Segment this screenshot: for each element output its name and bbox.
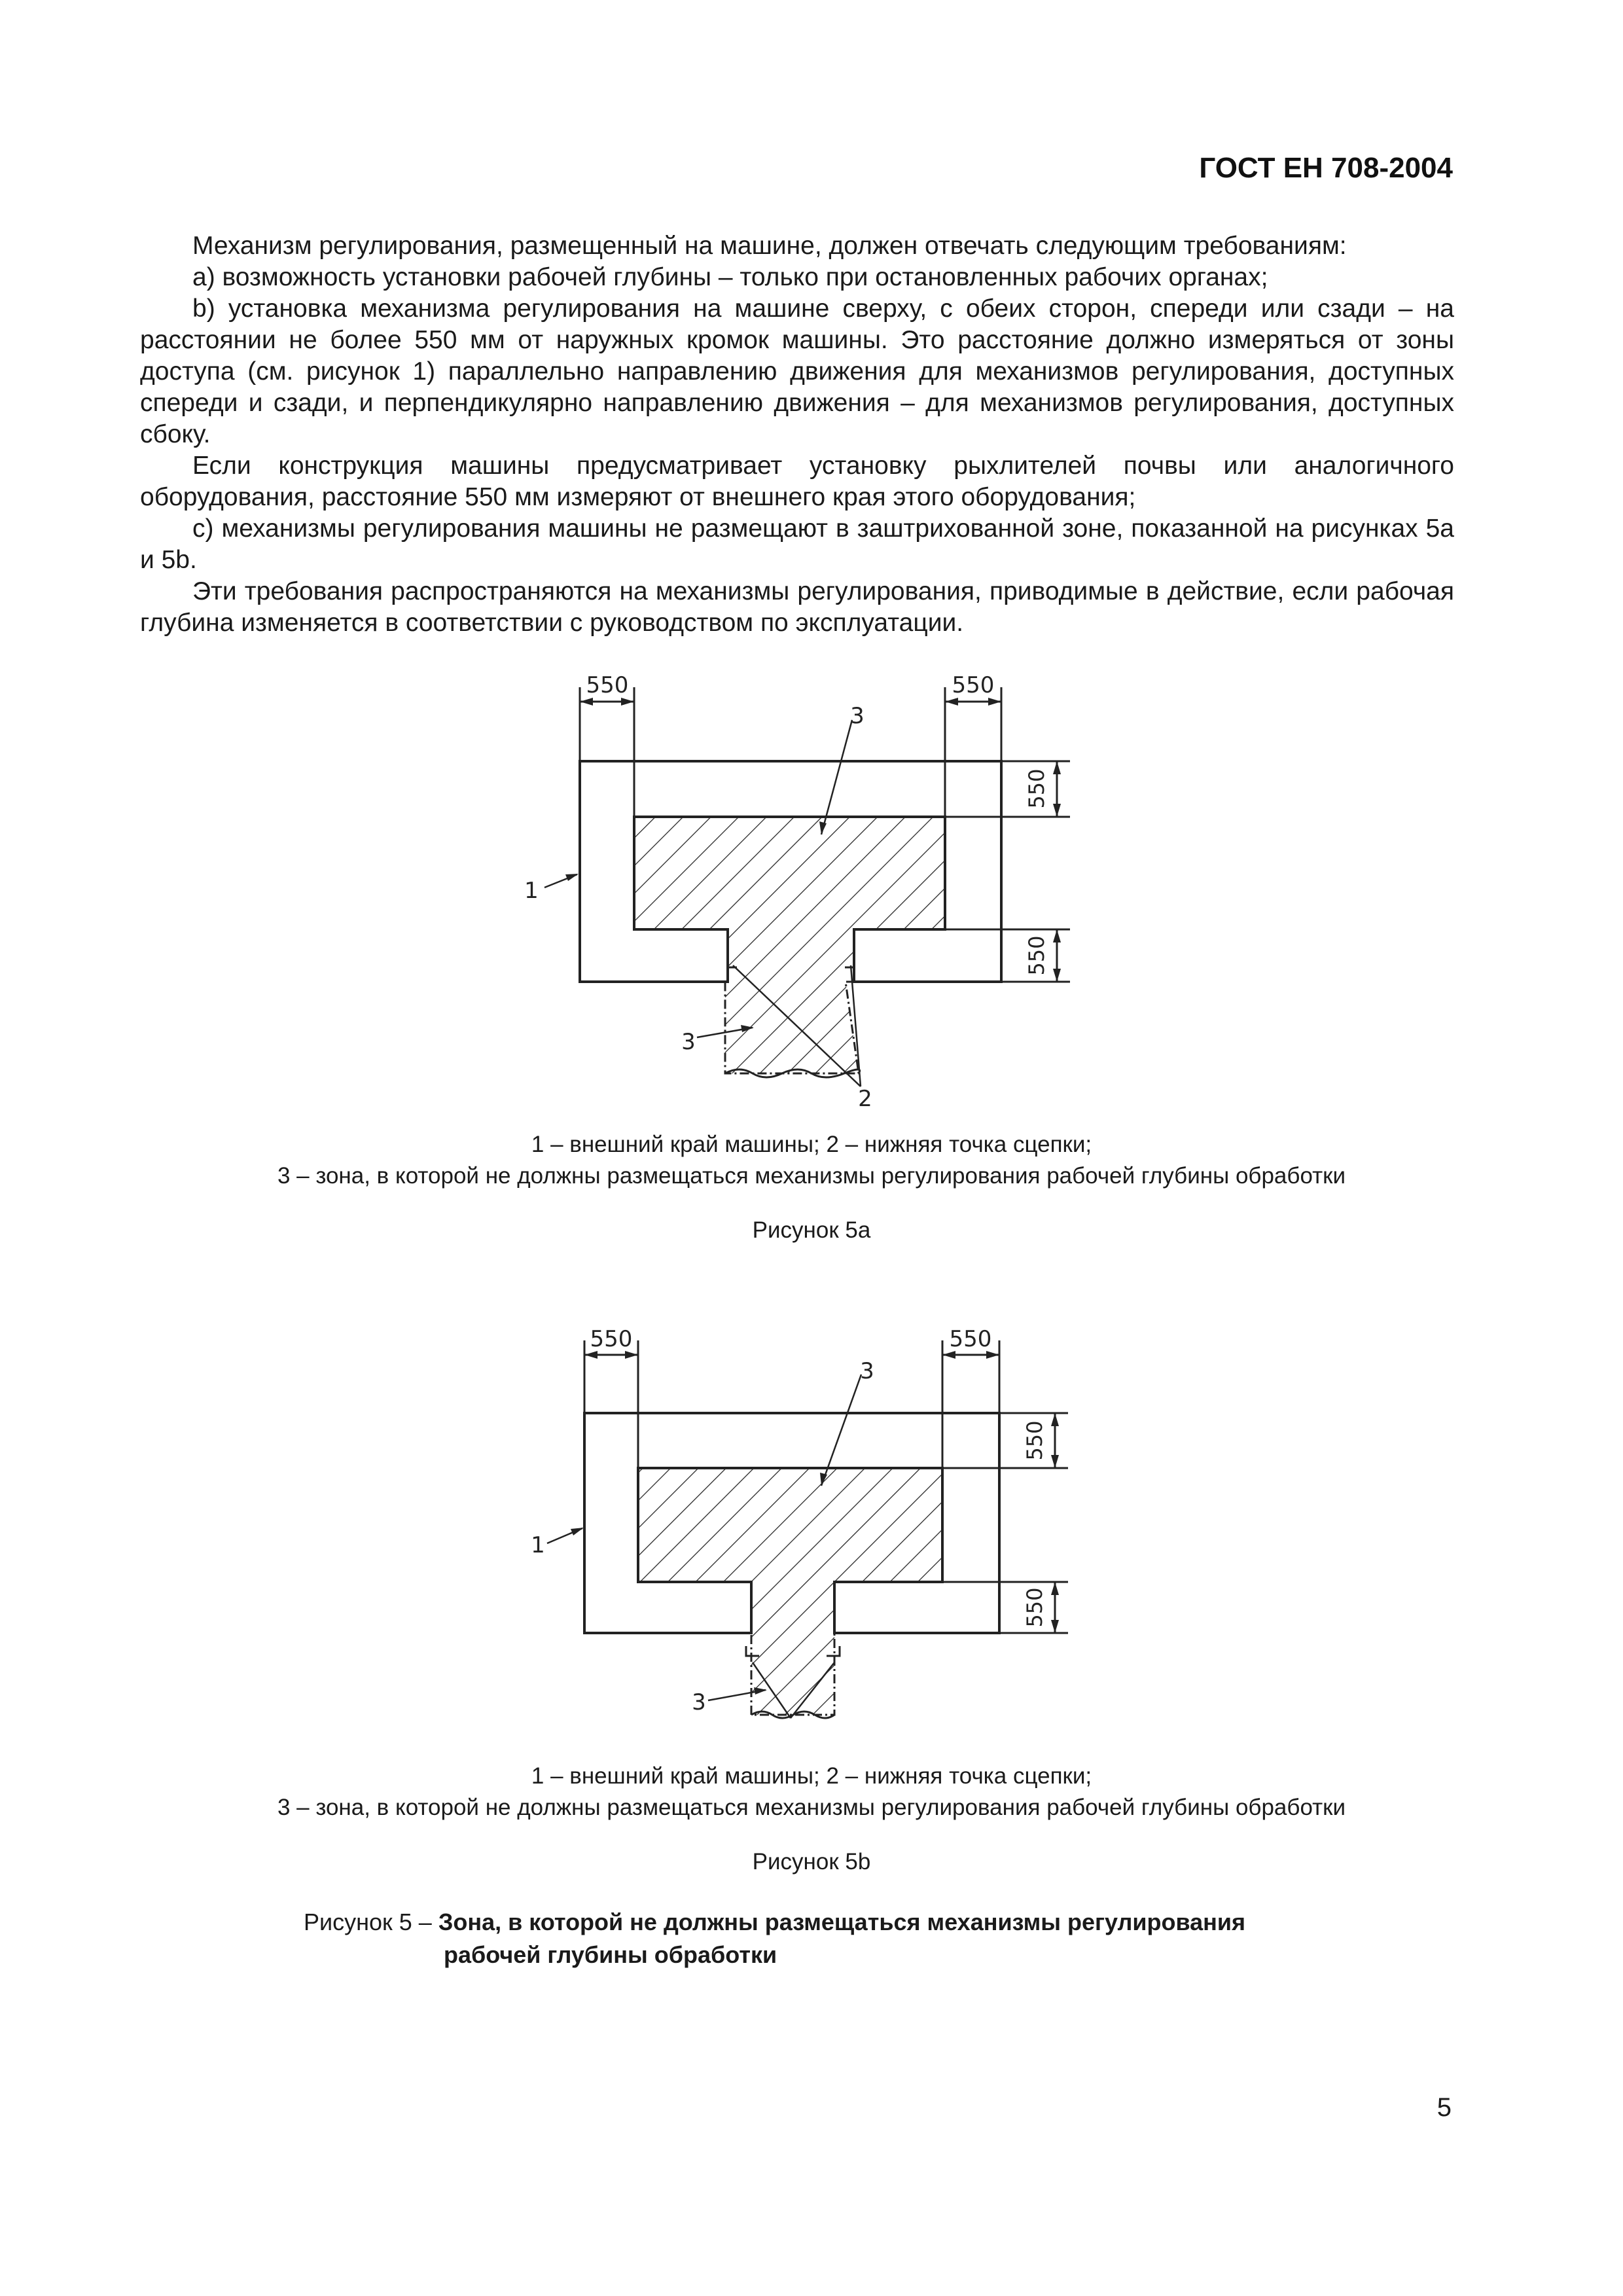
hatched-zone — [638, 1468, 942, 1715]
dim-side-bottom-label: 550 — [1022, 1587, 1047, 1628]
paragraph-equipment: Если конструкция машины предусматривает установку рыхлителей почвы или аналогичного оборудования, расстояние 550 мм измеряют от внешнего края этого оборудования; — [140, 452, 1454, 511]
dim-left-label: 550 — [590, 1326, 633, 1352]
paragraph-scope: Эти требования распространяются на механизмы регулирования, приводимые в действие, если рабочая глубина изменяется в соответствии с руководством по эксплуатации. — [140, 577, 1454, 637]
label-zone-top: 3 — [850, 703, 865, 729]
legend-line-2: 3 – зона, в которой не должны размещаться механизмы регулирования рабочей глубины обработки — [277, 1163, 1346, 1189]
legend-line-1: 1 – внешний край машины; 2 – нижняя точка сцепки; — [531, 1132, 1092, 1157]
paragraph-c: c) механизмы регулирования машины не размещают в заштрихованной зоне, показанной на рисунках 5a и 5b. — [140, 514, 1454, 574]
figure-5b-label: Рисунок 5b — [752, 1849, 871, 1874]
label-zone-bottom: 3 — [692, 1689, 706, 1715]
dim-side-top-label: 550 — [1022, 1420, 1047, 1461]
figure-5-title-line2: рабочей глубины обработки — [444, 1941, 777, 1968]
label-hitch: 2 — [858, 1086, 872, 1112]
label-edge: 1 — [524, 878, 539, 904]
label-zone-top: 3 — [860, 1358, 874, 1384]
figure-5a-label: Рисунок 5a — [752, 1217, 871, 1243]
figure-5-caption — [304, 1906, 1245, 1971]
label-edge: 1 — [531, 1532, 545, 1558]
document-code: ГОСТ ЕН 708-2004 — [1199, 152, 1453, 184]
dim-side-top-label: 550 — [1024, 768, 1049, 809]
dim-right-label: 550 — [949, 1326, 992, 1352]
figure-5-title-line1: Зона, в которой не должны размещаться механизмы регулирования — [438, 1909, 1246, 1935]
page-number: 5 — [1436, 2093, 1452, 2122]
paragraph-intro: Механизм регулирования, размещенный на машине, должен отвечать следующим требованиям: — [192, 232, 1347, 260]
legend-line-2: 3 – зона, в которой не должны размещаться механизмы регулирования рабочей глубины обработки — [277, 1795, 1346, 1820]
figure-5-prefix: Рисунок 5 – — [304, 1909, 438, 1935]
dim-side-bottom-label: 550 — [1024, 935, 1049, 976]
paragraph-b: b) установка механизма регулирования на машине сверху, с обеих сторон, спереди или сзади – на расстоянии не более 550 мм от наружных кромок машины. Это расстояние должно измеряться от зоны доступа (см. рисунок 1) параллельно направлению движения для механизмов регулирования, доступных спереди и сзади, и перпендикулярно направлению движения – для механизмов регулирования, доступных сбоку. — [140, 295, 1454, 448]
legend-line-1: 1 – внешний край машины; 2 – нижняя точка сцепки; — [531, 1763, 1092, 1789]
dim-right-label: 550 — [952, 672, 995, 698]
label-zone-bottom: 3 — [681, 1029, 696, 1055]
figure-5b-legend — [0, 1761, 1623, 1823]
paragraph-a: a) возможность установки рабочей глубины – только при остановленных рабочих органах; — [192, 263, 1268, 291]
dim-left-label: 550 — [586, 672, 629, 698]
